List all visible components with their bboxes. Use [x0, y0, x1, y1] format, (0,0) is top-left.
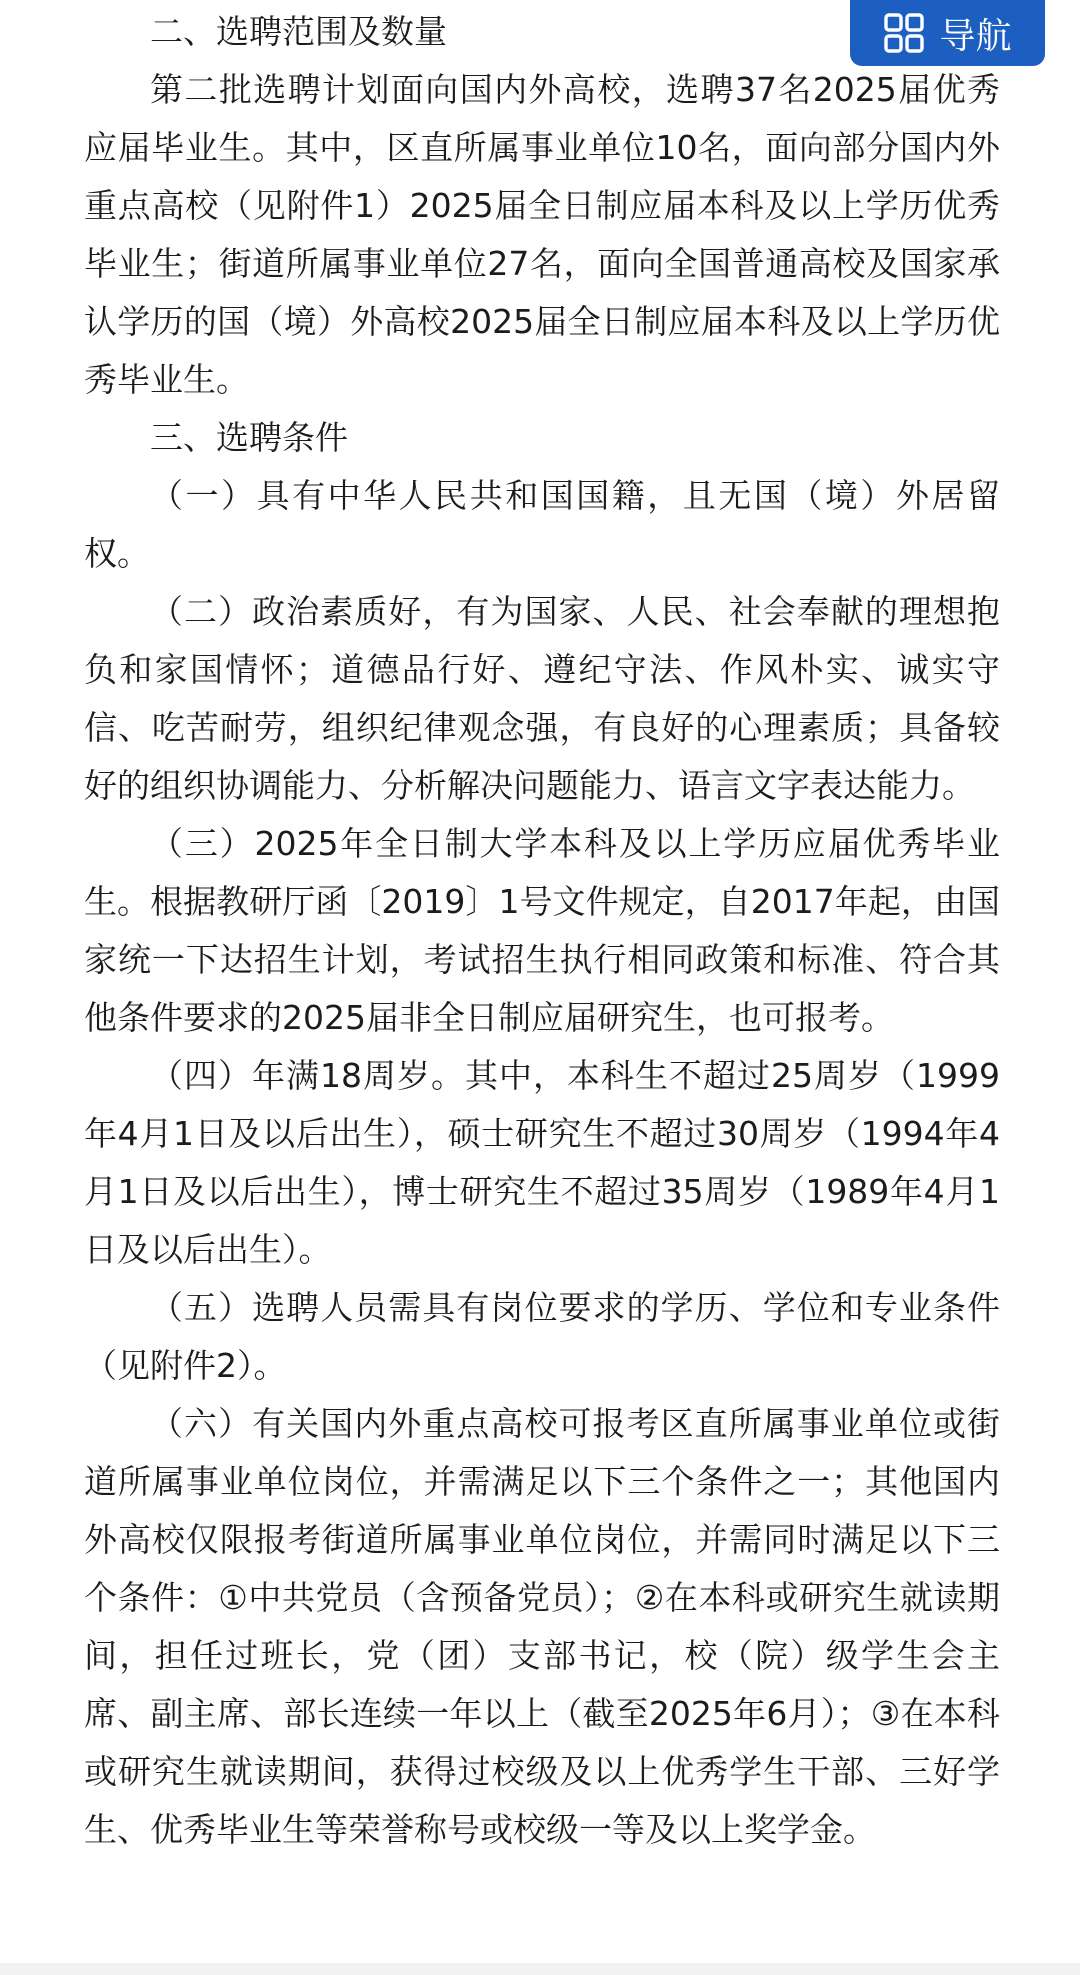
nav-button-label: 导航 [939, 15, 1012, 57]
condition-3-education: （三）2025年全日制大学本科及以上学历应届优秀毕业生。根据教研厅函〔2019〕1号文件规定，自2017年起，由国家统一下达招生计划，考试招生执行相同政策和标准、符合其他条件要求的2025届非全日制应届研究生，也可报考。 [84, 824, 1000, 1037]
nav-button[interactable] [850, 0, 1045, 66]
section-heading-conditions: 三、选聘条件 [150, 418, 348, 457]
bottom-divider [0, 1963, 1080, 1975]
condition-6-universities: （六）有关国内外重点高校可报考区直所属事业单位或街道所属事业单位岗位，并需满足以下三个条件之一；其他国内外高校仅限报考街道所属事业单位岗位，并需同时满足以下三个条件：①中共党员（含预备党员）；②在本科或研究生就读期间，担任过班长，党（团）支部书记，校（院）级学生会主席、副主席、部长连续一年以上（截至2025年6月）；③在本科或研究生就读期间，获得过校级及以上优秀学生干部、三好学生、优秀毕业生等荣誉称号或校级一等及以上奖学金。 [84, 1404, 1000, 1849]
condition-1-nationality: （一）具有中华人民共和国国籍，且无国（境）外居留权。 [84, 476, 1000, 573]
article-body [84, 0, 1000, 1859]
paragraph-scope-details: 第二批选聘计划面向国内外高校，选聘37名2025届优秀应届毕业生。其中，区直所属事业单位10名，面向部分国内外重点高校（见附件1）2025届全日制应届本科及以上学历优秀毕业生；街道所属事业单位27名，面向全国普通高校及国家承认学历的国（境）外高校2025届全日制应届本科及以上学历优秀毕业生。 [84, 70, 1000, 399]
condition-5-degree: （五）选聘人员需具有岗位要求的学历、学位和专业条件（见附件2）。 [84, 1288, 1000, 1385]
condition-2-political-quality: （二）政治素质好，有为国家、人民、社会奉献的理想抱负和家国情怀；道德品行好、遵纪守法、作风朴实、诚实守信、吃苦耐劳，组织纪律观念强，有良好的心理素质；具备较好的组织协调能力、分析解决问题能力、语言文字表达能力。 [84, 592, 1000, 805]
section-heading-scope: 二、选聘范围及数量 [150, 12, 447, 51]
grid-icon [883, 12, 925, 54]
condition-4-age: （四）年满18周岁。其中，本科生不超过25周岁（1999年4月1日及以后出生），硕士研究生不超过30周岁（1994年4月1日及以后出生），博士研究生不超过35周岁（1989年4月1日及以后出生）。 [84, 1056, 1000, 1269]
